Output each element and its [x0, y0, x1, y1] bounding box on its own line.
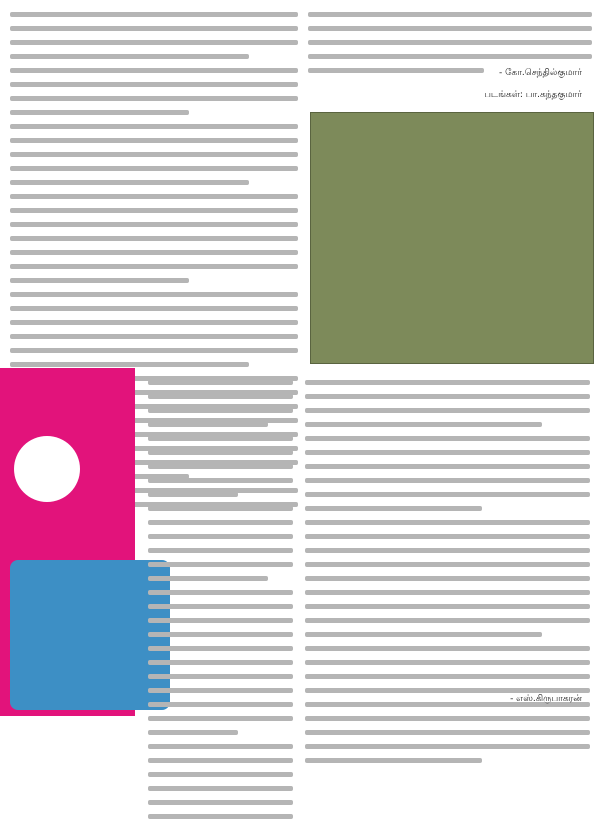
bottom-feature-portrait: [10, 560, 170, 710]
bottom-article-column-2: [305, 380, 590, 772]
top-article-byline: - கோ.செந்தில்குமார்: [498, 68, 582, 78]
bottom-article-column-1: [148, 380, 293, 828]
top-feature-photos: [310, 112, 594, 364]
bottom-article-byline: - எஸ்.கிருபாகரன்: [510, 694, 582, 704]
bottom-feature-logo-circle: [14, 436, 80, 502]
top-article-photo-credit: படங்கள்: பா.கந்தகுமார்: [484, 90, 582, 100]
